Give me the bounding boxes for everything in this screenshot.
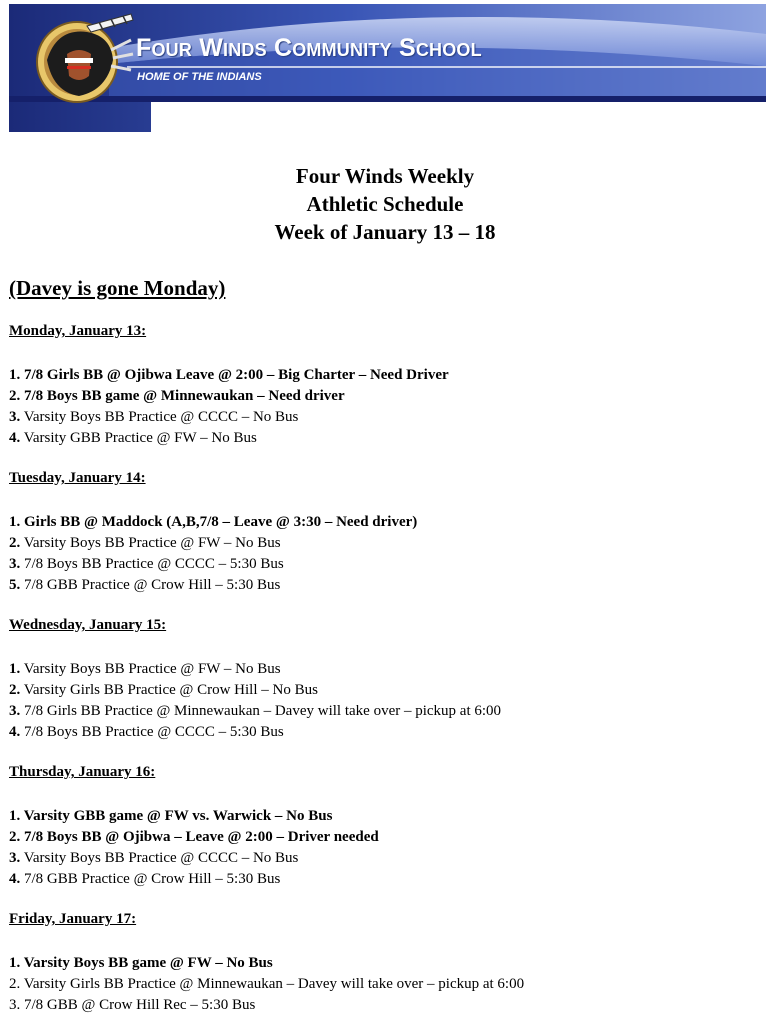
list-item: 3. Varsity Boys BB Practice @ CCCC – No Bus	[9, 409, 299, 425]
list-item: 4. 7/8 Boys BB Practice @ CCCC – 5:30 Bus	[9, 724, 284, 740]
list-item: 2. Varsity Girls BB Practice @ Crow Hill – No Bus	[9, 682, 318, 698]
title-line-1: Four Winds Weekly	[295, 164, 475, 188]
title-line-3: Week of January 13 – 18	[274, 220, 496, 244]
list-item: 3. 7/8 Girls BB Practice @ Minnewaukan – Davey will take over – pickup at 6:00	[9, 703, 502, 719]
list-item: 3. 7/8 GBB @ Crow Hill Rec – 5:30 Bus	[9, 997, 256, 1013]
school-banner	[9, 4, 766, 132]
day-list-thursday	[9, 806, 379, 890]
list-item: 1. Varsity Boys BB Practice @ FW – No Bus	[9, 661, 281, 677]
list-item: 2. Varsity Boys BB Practice @ FW – No Bus	[9, 535, 281, 551]
title-line-2: Athletic Schedule	[306, 192, 464, 216]
day-list-tuesday	[9, 512, 417, 596]
day-list-friday	[9, 953, 524, 1016]
day-heading-monday: Monday, January 13:	[9, 323, 147, 339]
list-item: 1. Varsity Boys BB game @ FW – No Bus	[9, 955, 273, 971]
day-heading-wednesday: Wednesday, January 15:	[9, 617, 167, 633]
list-item: 4. Varsity GBB Practice @ FW – No Bus	[9, 430, 257, 446]
list-item: 3. Varsity Boys BB Practice @ CCCC – No Bus	[9, 850, 299, 866]
list-item: 1. Girls BB @ Maddock (A,B,7/8 – Leave @ 3:30 – Need driver)	[9, 514, 418, 530]
schedule-note: (Davey is gone Monday)	[9, 276, 226, 300]
list-item: 2. 7/8 Boys BB game @ Minnewaukan – Need driver	[9, 388, 345, 404]
day-heading-thursday: Thursday, January 16:	[9, 764, 156, 780]
list-item: 3. 7/8 Boys BB Practice @ CCCC – 5:30 Bus	[9, 556, 284, 572]
day-list-monday	[9, 365, 449, 449]
day-heading-friday: Friday, January 17:	[9, 911, 137, 927]
list-item: 1. 7/8 Girls BB @ Ojibwa Leave @ 2:00 – Big Charter – Need Driver	[9, 367, 449, 383]
school-name: Four Winds Community School	[136, 34, 482, 62]
day-heading-tuesday: Tuesday, January 14:	[9, 470, 146, 486]
schedule-title	[0, 162, 770, 246]
list-item: 2. 7/8 Boys BB @ Ojibwa – Leave @ 2:00 – Driver needed	[9, 829, 379, 845]
indian-chief-logo-icon	[27, 10, 135, 106]
list-item: 5. 7/8 GBB Practice @ Crow Hill – 5:30 Bus	[9, 577, 281, 593]
school-tagline: HOME OF THE INDIANS	[137, 71, 262, 83]
day-list-wednesday	[9, 659, 501, 743]
list-item: 4. 7/8 GBB Practice @ Crow Hill – 5:30 Bus	[9, 871, 281, 887]
list-item: 1. Varsity GBB game @ FW vs. Warwick – No Bus	[9, 808, 333, 824]
list-item: 2. Varsity Girls BB Practice @ Minnewaukan – Davey will take over – pickup at 6:00	[9, 976, 525, 992]
